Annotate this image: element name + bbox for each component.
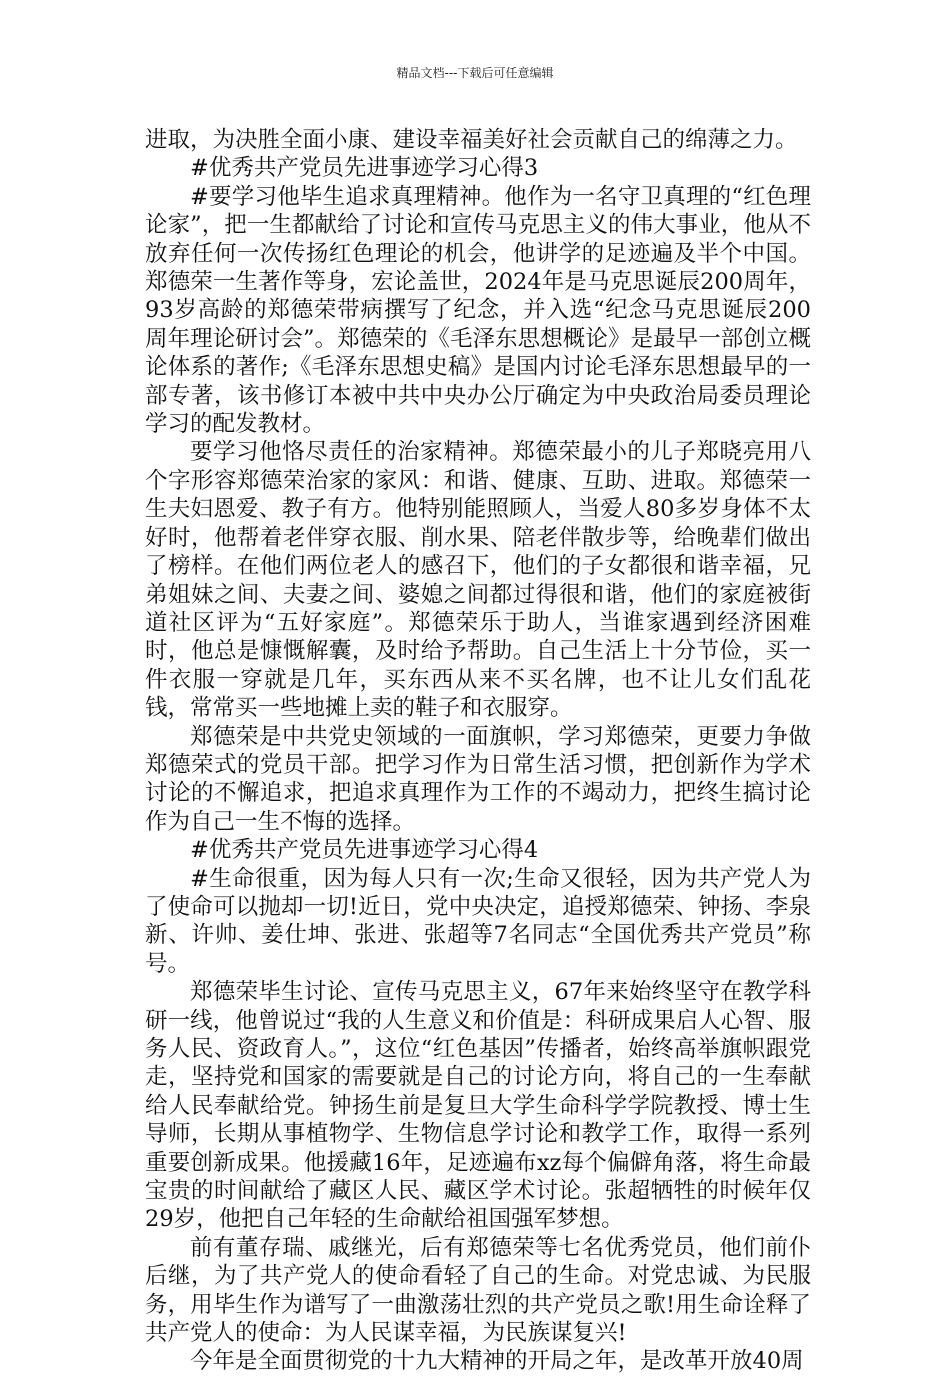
paragraph: #生命很重，因为每人只有一次;生命又很轻，因为共产党人为了使命可以抛却一切!近日，党中央决定，追授郑德荣、钟扬、李泉新、许帅、姜仕坤、张进、张超等7名同志“全国优秀共产党员”称号。 (145, 865, 811, 977)
paragraph: 前有董存瑞、戚继光，后有郑德荣等七名优秀党员，他们前仆后继，为了共产党人的使命看轻了自己的生命。对党忠诚、为民服务，用毕生作为谱写了一曲激荡壮烈的共产党员之歌!用生命诠释了共产党人的使命：为人民谋幸福，为民族谋复兴! (145, 1234, 811, 1347)
paragraph: 郑德荣是中共党史领域的一面旗帜，学习郑德荣，更要力争做郑德荣式的党员干部。把学习作为日常生活习惯，把创新作为学术讨论的不懈追求，把追求真理作为工作的不竭动力，把终生搞讨论作为自己一生不悔的选择。 (145, 723, 811, 835)
paragraph: 进取，为决胜全面小康、建设幸福美好社会贡献自己的绵薄之力。 (145, 127, 798, 153)
paragraph: #优秀共产党员先进事迹学习心得4 (190, 837, 539, 864)
paragraph: #要学习他毕生追求真理精神。他作为一名守卫真理的“红色理论家”，把一生都献给了讨论和宣传马克思主义的伟大事业，他从不放弃任何一次传扬红色理论的机会，他讲学的足迹遍及半个中国。郑德荣一生著作等身，宏论盖世，2024年是马克思诞辰200周年，93岁高龄的郑德荣带病撰写了纪念，并入选“纪念马克思诞辰200周年理论研讨会”。郑德荣的《毛泽东思想概论》是最早一部创立概论体系的著作;《毛泽东思想史稿》是国内讨论毛泽东思想最早的一部专著，该书修订本被中共中央办公厅确定为中央政治局委员理论学习的配发教材。 (145, 183, 811, 438)
paragraph: 今年是全面贯彻党的十九大精神的开局之年，是改革开放40周 (190, 1348, 804, 1375)
paragraph: #优秀共产党员先进事迹学习心得3 (190, 155, 539, 182)
paragraph: 要学习他恪尽责任的治家精神。郑德荣最小的儿子郑晓亮用八个字形容郑德荣治家的家风：和谐、健康、互助、进取。郑德荣一生夫妇恩爱、教子有方。他特别能照顾人，当爱人80多岁身体不太好时，他帮着老伴穿衣服、削水果、陪老伴散步等，给晚辈们做出了榜样。在他们两位老人的感召下，他们的子女都很和谐幸福，兄弟姐妹之间、夫妻之间、婆媳之间都过得很和谐，他们的家庭被街道社区评为“五好家庭”。郑德荣乐于助人，当谁家遇到经济困难时，他总是慷慨解囊，及时给予帮助。自己生活上十分节俭，买一件衣服一穿就是几年，买东西从来不买名牌，也不让儿女们乱花钱，常常买一些地摊上卖的鞋子和衣服穿。 (145, 439, 811, 722)
paragraph: 郑德荣毕生讨论、宣传马克思主义，67年来始终坚守在教学科研一线，他曾说过“我的人生意义和价值是：科研成果启人心智、服务人民、资政育人。”，这位“红色基因”传播者，始终高举旗帜跟党走，坚持党和国家的需要就是自己的讨论方向，将自己的一生奉献给人民奉献给党。钟扬生前是复旦大学生命科学学院教授、博士生导师，长期从事植物学、生物信息学讨论和教学工作，取得一系列重要创新成果。他援藏16年，足迹遍布xz每个偏僻角落，将生命最宝贵的时间献给了藏区人民、藏区学术讨论。张超牺牲的时候年仅29岁，他把自己年轻的生命献给祖国强军梦想。 (145, 979, 811, 1233)
document-body (145, 126, 811, 1376)
page-header: 精品文档---下载后可任意编辑 (396, 66, 554, 80)
